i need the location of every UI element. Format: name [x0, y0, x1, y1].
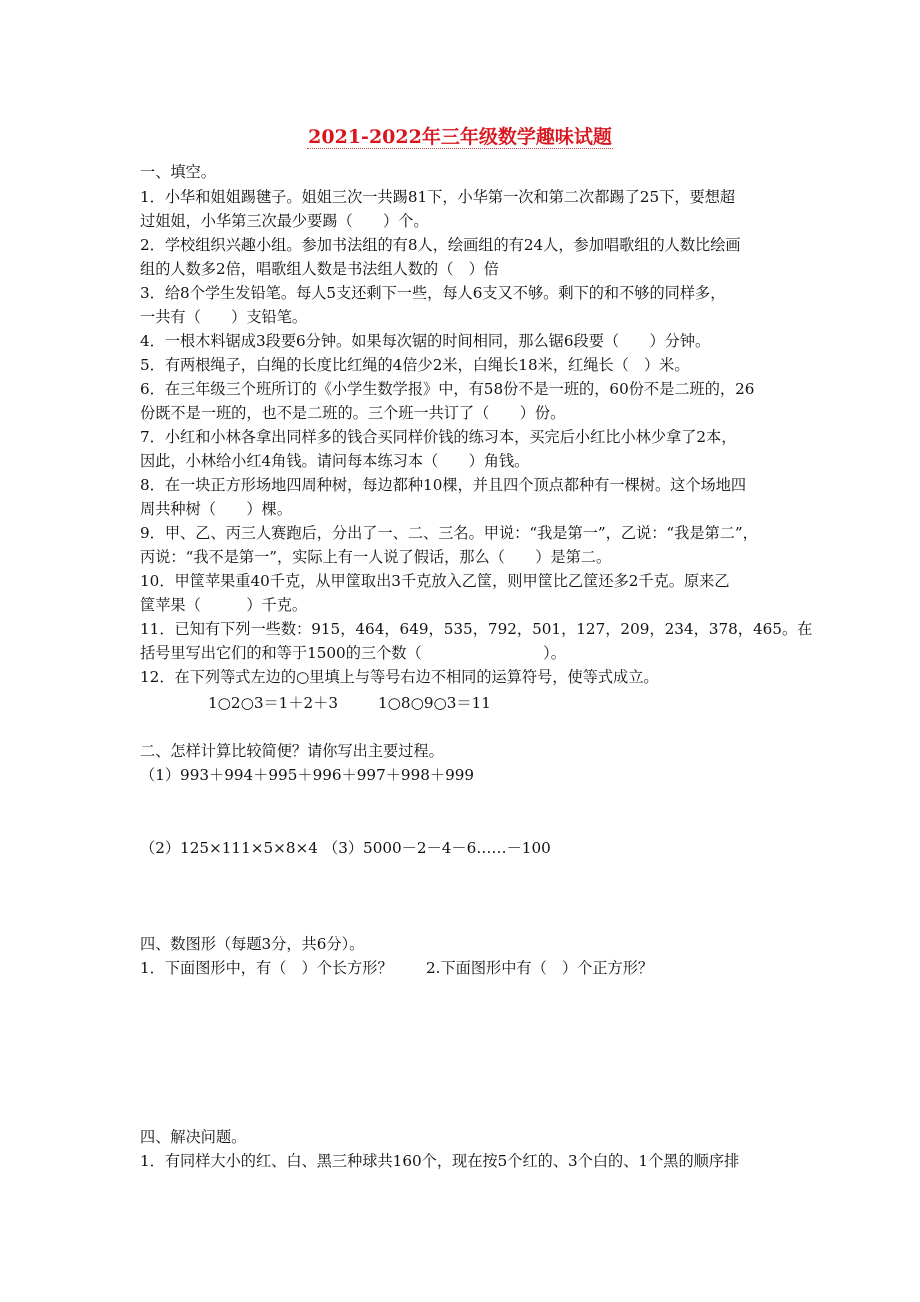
- shapes-question-2: 2.下面图形中有（ ）个正方形？: [426, 959, 654, 977]
- question-3-line-1: 3．给8个学生发铅笔。每人5支还剩下一些，每人6支又不够。剩下的和不够的同样多，: [140, 284, 726, 302]
- section-heading-simple-calc: 二、怎样计算比较简便？请你写出主要过程。: [140, 742, 444, 760]
- question-2-line-2: 组的人数多2倍，唱歌组人数是书法组人数的（ ）倍: [140, 260, 499, 278]
- page-title-text: 2021-2022年三年级数学趣味试题: [308, 126, 612, 148]
- question-1-line-1: 1．小华和姐姐踢毽子。姐姐三次一共踢81下，小华第一次和第二次都踢了25下，要想超: [140, 188, 736, 206]
- question-6-line-1: 6．在三年级三个班所订的《小学生数学报》中，有58份不是一班的，60份不是二班的，26: [140, 380, 755, 398]
- question-9-line-1: 9．甲、乙、丙三人赛跑后，分出了一、二、三名。甲说：“我是第一”，乙说：“我是第二”，: [140, 524, 758, 542]
- question-1-line-2: 过姐姐，小华第三次最少要踢（ ）个。: [140, 212, 429, 230]
- question-8-line-2: 周共种树（ ）棵。: [140, 500, 292, 518]
- question-7-line-1: 7．小红和小林各拿出同样多的钱合买同样价钱的练习本，买完后小红比小林少拿了2本，: [140, 428, 737, 446]
- section-heading-fill-blank: 一、填空。: [140, 163, 216, 181]
- question-8-line-1: 8．在一块正方形场地四周种树，每边都种10棵，并且四个顶点都种有一棵树。这个场地四: [140, 476, 747, 494]
- question-10-line-1: 10．甲筐苹果重40千克，从甲筐取出3千克放入乙筐，则甲筐比乙筐还多2千克。原来乙: [140, 572, 730, 590]
- calc-problem-3: （3）5000－2－4－6……－100: [323, 839, 551, 857]
- page-title: [0, 124, 920, 150]
- question-5: 5．有两根绳子，白绳的长度比红绳的4倍少2米，白绳长18米，红绳长（ ）米。: [140, 356, 690, 374]
- question-12-equation-2: 1○8○9○3＝11: [378, 694, 491, 712]
- solve-problem-1: 1．有同样大小的红、白、黑三种球共160个，现在按5个红的、3个白的、1个黑的顺序排: [140, 1152, 740, 1170]
- question-6-line-2: 份既不是一班的，也不是二班的。三个班一共订了（ ）份。: [140, 404, 566, 422]
- question-10-line-2: 筐苹果（ ）千克。: [140, 596, 308, 614]
- shapes-question-1: 1．下面图形中，有（ ）个长方形？: [140, 959, 393, 977]
- question-12-equation-1: 1○2○3＝1＋2＋3: [208, 694, 339, 712]
- question-7-line-2: 因此，小林给小红4角钱。请问每本练习本（ ）角钱。: [140, 452, 530, 470]
- question-3-line-2: 一共有（ ）支铅笔。: [140, 308, 308, 326]
- question-4: 4．一根木料锯成3段要6分钟。如果每次锯的时间相同，那么锯6段要（ ）分钟。: [140, 332, 711, 350]
- question-9-line-2: 丙说：“我不是第一”，实际上有一人说了假话，那么（ ）是第二。: [140, 548, 612, 566]
- section-heading-solve: 四、解决问题。: [140, 1128, 247, 1146]
- question-2-line-1: 2．学校组织兴趣小组。参加书法组的有8人，绘画组的有24人，参加唱歌组的人数比绘画: [140, 236, 741, 254]
- question-12: 12．在下列等式左边的○里填上与等号右边不相同的运算符号，使等式成立。: [140, 668, 659, 686]
- question-11-line-2: 括号里写出它们的和等于1500的三个数（ ）。: [140, 644, 566, 662]
- calc-problem-1: （1）993＋994＋995＋996＋997＋998＋999: [140, 766, 475, 784]
- question-11-line-1: 11．已知有下列一些数：915，464，649，535，792，501，127，209，234，378，465。在: [140, 620, 813, 638]
- calc-problem-2: （2）125×111×5×8×4: [140, 839, 318, 857]
- section-heading-count-shapes: 四、数图形（每题3分，共6分）。: [140, 935, 365, 953]
